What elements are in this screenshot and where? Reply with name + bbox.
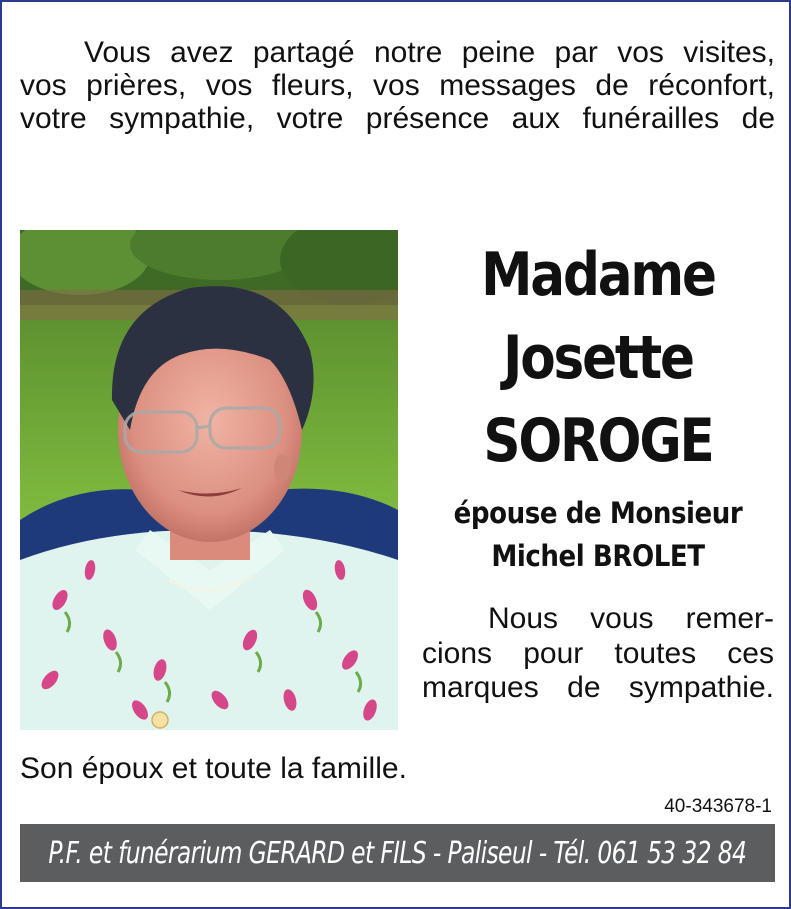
funeral-home-banner: [20, 824, 775, 882]
deceased-name: [418, 234, 778, 483]
name-first: Josette: [503, 323, 693, 393]
thanks-line: marques de sympathie.: [422, 671, 774, 704]
intro-line: votre sympathie, votre présence aux funérailles de: [20, 102, 775, 135]
thanks-line: cions pour toutes ces: [422, 636, 774, 670]
intro-line: vos prières, vos fleurs, vos messages de réconfort,: [20, 69, 775, 102]
funeral-home-text: P.F. et funérarium GERARD et FILS - Paliseul - Tél. 061 53 32 84: [48, 835, 747, 871]
spouse-line: Michel BROLET: [491, 539, 705, 573]
reference-code: 40-343678-1: [664, 796, 772, 817]
portrait-photo: [20, 230, 398, 730]
thanks-line: Nous vous remer-: [488, 602, 774, 635]
name-title: Madame: [481, 240, 715, 310]
thanks-paragraph: [422, 602, 774, 706]
family-signature: Son époux et toute la famille.: [20, 752, 407, 785]
name-last: SOROGE: [483, 406, 713, 476]
spouse-line: épouse de Monsieur: [453, 496, 743, 530]
intro-line: Vous avez partagé notre peine par vos visites,: [84, 36, 775, 69]
intro-paragraph: [20, 36, 775, 135]
spouse-mention: [412, 492, 784, 578]
